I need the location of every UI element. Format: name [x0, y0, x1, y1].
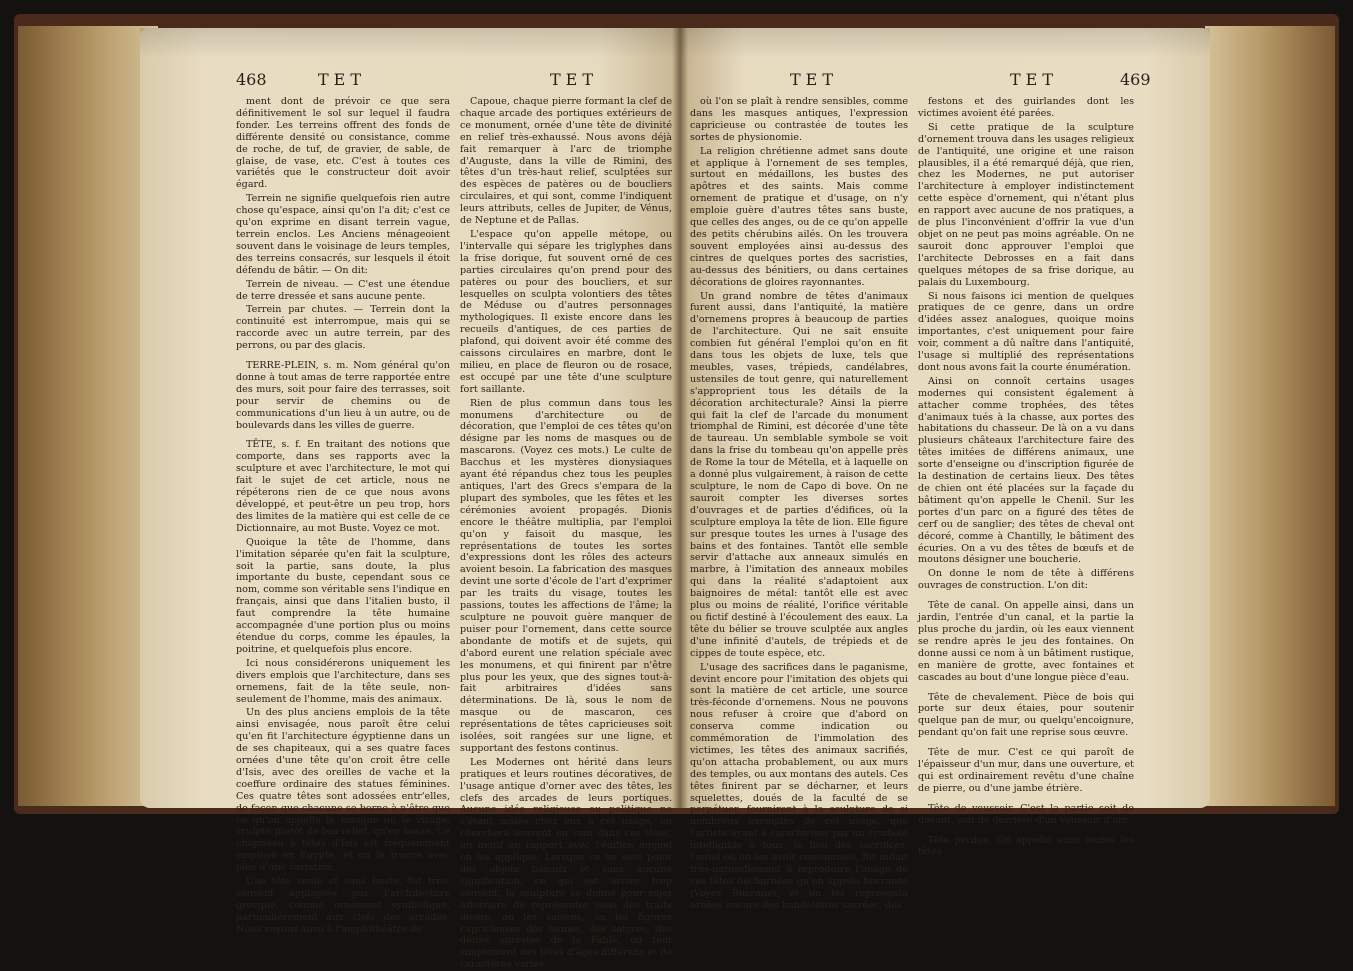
paragraph: On donne le nom de tête à différens ouvrages de construction. L'on dit: — [918, 568, 1134, 592]
paragraph: festons et des guirlandes dont les victimes avoient été parées. — [918, 96, 1134, 119]
paragraph: Si cette pratique de la sculpture d'ornement trouva dans les usages religieux de l'antiquité, une origine et une raison plausibles, il a été remarqué déjà, que rien, chez les Modernes, ne put autoriser l'architecture à employer indistinctement cette espèce d'ornement, qui n'étant plus en rapport avec aucune de nos pratiques, a de plus l'inconvénient d'offrir la vue d'un objet on ne peut pas moins agréable. On ne sauroit donc approuver l'emploi que l'architecte Debrosses en a fait dans quelques métopes de sa frise dorique, au palais du Luxembourg. — [918, 121, 1134, 288]
right-page — [680, 28, 1210, 911]
paragraph: Tête de chevalement. Pièce de bois qui porte sur deux étaies, pour soutenir quelque pan de mur, ou quelqu'encoignure, pendant qu'on fait une reprise sous œuvre. — [918, 691, 1134, 739]
paragraph: Ici nous considérerons uniquement les divers emplois que l'architecture, dans ses ornemens, fait de la tête seule, non-seulement de l'homme, mais des animaux. — [236, 657, 450, 705]
right-column-1 — [690, 96, 908, 911]
running-header-right-2: TET — [1010, 70, 1059, 89]
paragraph: Terrein ne signifie quelquefois rien autre chose qu'espace, ainsi qu'on l'a dit; c'est ce qu'on exprime en disant terrein vague, terrein enclos. Les Anciens ménageoient souvent dans le voisinage de leurs temples, des terreins consacrés, sur lesquels il étoit défendu de bâtir. — On dit: — [236, 193, 450, 276]
paragraph: Rien de plus commun dans tous les monumens d'architecture ou de décoration, que l'emploi de ces têtes qu'on désigne par les noms de masques ou de mascarons. (Voyez ces mots.) Le culte de Bacchus et les mystères dionysiaques ayant été répandus chez tous les peuples antiques, l'art des Grecs s'empara de la plupart des symboles, que les fêtes et les cérémonies avoient propagés. Dionis encore le théâtre multiplia, par l'emploi qu'on y faisoit du masque, les représentations de toutes les sortes d'expressions dont les rôles des acteurs avoient besoin. La fabrication des masques devint une sorte d'école de l'art d'exprimer par les traits du visage, toutes les passions, toutes les affections de l'âme; la sculpture ne pouvoit guère manquer de puiser pour l'ornement, dans cette source abondante de motifs et de sujets, qui d'abord eurent une relation spéciale avec les monumens, et qui finirent par n'être plus pour les yeux, que des signes tout-à-fait arbitraires d'idées sans déterminations. De là, sous le nom de masque ou de mascaron, ces représentations de têtes capricieuses soit isolées, soit rangées sur une ligne, et supportant des festons continus. — [460, 397, 672, 754]
paragraph: Quoique la tête de l'homme, dans l'imitation séparée qu'en fait la sculpture, soit la partie, sans doute, la plus importante du buste, cependant sous ce nom, comme son véritable sens l'indique en français, ainsi que dans l'italien busto, il faut comprendre la tête humaine accompagnée d'une portion plus ou moins étendue du corps, comme les épaules, la poitrine, et quelquefois plus encore. — [236, 536, 450, 655]
left-page-edges — [18, 26, 158, 806]
page-number-left: 468 — [236, 70, 267, 89]
paragraph: Capoue, chaque pierre formant la clef de chaque arcade des portiques extérieurs de ce monument, ornée d'une tête de divinité en relief très-exhaussé. Nous avons déjà fait remarquer à l'arc de triomphe d'Auguste, dans la ville de Rimini, des têtes d'un très-haut relief, sculptées sur des espèces de patères ou de boucliers circulaires, et qui sont, comme l'indiquent leurs attributs, celles de Jupiter, de Vénus, de Neptune et de Pallas. — [460, 96, 672, 227]
right-column-2 — [918, 96, 1134, 858]
paragraph: Un grand nombre de têtes d'animaux furent aussi, dans l'antiquité, la matière d'ornemens propres à beaucoup de parties de l'architecture. Qui ne sait ensuite combien fut général l'emploi qu'on en fit dans tous les objets de luxe, tels que meubles, vases, trépieds, candélabres, ustensiles de tout genre, qui naturellement s'approprient tous les détails de la décoration architecturale? Ainsi la pierre qui fait la clef de l'arcade du monument triomphal de Rimini, est décorée d'une tête de taureau. Un semblable symbole se voit dans la frise du tombeau qu'on appelle près de Rome la tour de Métella, et à laquelle on a donné plus vulgairement, à raison de cette sculpture, le nom de Capo di bove. On ne sauroit compter les diverses sortes d'ouvrages et de parties d'édifices, où la sculpture employa la tête de lion. Elle figure sur presque toutes les urnes à l'usage des bains et des fontaines. Tantôt elle semble servir d'attache aux anneaux simulés en marbre, à l'imitation des anneaux mobiles qui dans la réalité s'adaptoient aux baignoires de métal: tantôt elle est avec plus ou moins de réalité, l'orifice véritable ou fictif destiné à l'écoulement des eaux. La tête du bélier se trouve sculptée aux angles d'une infinité d'autels, de trépieds et de cippes de toute espèce, etc. — [690, 290, 908, 659]
paragraph: L'espace qu'on appelle métope, ou l'intervalle qui sépare les triglyphes dans la frise dorique, fut souvent orné de ces parties circulaires qu'on prend pour des patères ou pour des boucliers, et sur lesquelles on sculpta volontiers des têtes de Méduse ou d'autres personnages mythologiques. Il existe encore dans les recueils d'antiques, de ces parties de plafond, qui doivent avoir été comme des caissons circulaires en marbre, dont le milieu, en place de fleuron ou de rosace, est occupé par une tête d'une sculpture fort saillante. — [460, 228, 672, 395]
paragraph: Terrein par chutes. — Terrein dont la continuité est interrompue, mais qui se raccorde avec un autre terrein, par des perrons, ou par des glacis. — [236, 304, 450, 352]
paragraph: Tête de mur. C'est ce qui paroît de l'épaisseur d'un mur, dans une ouverture, et qui est ordinairement revêtu d'une chaîne de pierre, ou d'une jambe étrière. — [918, 747, 1134, 794]
running-header-left-2: TET — [550, 70, 599, 89]
paragraph: L'usage des sacrifices dans le paganisme, devint encore pour l'imitation des objets qui sont la matière de cet article, une source très-féconde d'ornemens. Nous ne pouvons nous refuser à croire que d'abord on conserva comme indication ou commémoration de l'immolation des victimes, les têtes des animaux sacrifiés, qu'on attacha probablement, ou aux murs des temples, ou aux montans des autels. Ces têtes finirent par se décharner, et leurs squelettes, doués de la faculté de se perpétuer, fournirent à la sculpture de si nombreux exemples de cet usage, que l'artiste ayant à caractériser par un symbole intelligible à tous, le lieu des sacrifices, l'autel où on les avoit consommés, fut induit très-naturellement à reproduire l'image de ces têtes décharnées qu'on appela bucranes (Voyez Bucrane), et on les représenta ornées encore des bandelettes sacrées, des — [690, 661, 908, 911]
paragraph: Un des plus anciens emplois de la tête ainsi envisagée, nous paroît être celui qu'en fit l'architecture égyptienne dans un de ses chapiteaux, qui a ses quatre faces ornées d'une tête qu'on croit être celle d'Isis, avec des oreilles de vache et la coeffure ordinaire des statues féminines. Ces quatre têtes sont adossées entr'elles, de façon que chacune se borne à n'être que ce qu'on appelle le masque ou le visage, sculpté plutôt de bas-relief, qu'en bosse. Ce chapiteau à têtes d'Isis est fréquemment employé en Egypte, et on le trouve avec plus d'une variation. — [236, 707, 450, 874]
left-page — [140, 28, 680, 971]
paragraph: TÊTE, s. f. En traitant des notions que comporte, dans ses rapports avec la sculpture et avec l'architecture, le mot qui fait le sujet de cet article, nous ne répéterons rien de ce que nous avons développé, et peut-être un peu trop, hors des limites de la matière qui est celle de ce Dictionnaire, au mot Buste. Voyez ce mot. — [236, 439, 450, 534]
paragraph: La religion chrétienne admet sans doute et applique à l'ornement de ses temples, surtout en médaillons, les bustes des apôtres et des saints. Mais comme ornement de pratique et d'usage, on n'y emploie guère d'autres têtes sans buste, que celles des anges, ou de ce qu'on appelle des petits chérubins ailés. On les trouvera souvent employées ainsi au-dessus des cintres de quelques portes des sacristies, au-dessus des bénitiers, ou dans certaines décorations de gloires rayonnantes. — [690, 145, 908, 288]
page-number-right: 469 — [1120, 70, 1151, 89]
paragraph: Si nous faisons ici mention de quelques pratiques de ce genre, dans un ordre d'idées assez analogues, quoique moins importantes, c'est uniquement pour faire voir, comment a dû naître dans l'antiquité, l'usage si multiplié des représentations dont nous avons fait la courte énumération. — [918, 290, 1134, 373]
running-header-left-1: TET — [318, 70, 367, 89]
left-column-2 — [460, 96, 672, 971]
left-column-1 — [236, 96, 450, 935]
paragraph: Une tête seule et sans buste, fut très-souvent appliquée par l'architecture grecque, comme ornement symbolique, particulièrement aux clefs des arcades. Nous voyons ainsi à l'amphithéâtre de — [236, 876, 450, 935]
paragraph: Les Modernes ont hérité dans leurs pratiques et leurs routines décoratives, de l'usage antique d'orner avec des têtes, les clefs des arcades de leurs portiques. Aucune idée religieuse ou politique ne s'étant mêlée chez eux à cet usage, on cherchera souvent en vain dans ces têtes, un motif en rapport avec l'édifice auquel on les applique. Lorsque ce ne sont point des objets banaux et sans aucune signification, ce qui est arrivé trop souvent, la sculpture se donne pour sujet arbitraire de représenter sous des traits divers, ou les saisons, ou les figures capricieuses des faunes, des satyres, des déités agrestes de la Fable, ou tout simplement des têtes d'âges différens et de caractères variés. — [460, 756, 672, 971]
running-header-right-1: TET — [790, 70, 839, 89]
paragraph: Terrein de niveau. — C'est une étendue de terre dressée et sans aucune pente. — [236, 278, 450, 302]
book-gutter — [672, 28, 688, 808]
paragraph: ment dont de prévoir ce que sera définitivement le sol sur lequel il faudra fonder. Les terreins offrent des fonds de différente densité ou consistance, comme de roche, de tuf, de gravier, de sable, de glaise, de vase, etc. C'est à toutes ces variétés que le constructeur doit avoir égard. — [236, 96, 450, 191]
paragraph: TERRE-PLEIN, s. m. Nom général qu'on donne à tout amas de terre rapportée entre des murs, soit pour faire des terrasses, soit pour servir de chemins ou de communications d'un lieu à un autre, ou de boulevards dans les villes de guerre. — [236, 360, 450, 431]
paragraph: Tête perdue. On appelle ainsi toutes les têtes — [918, 834, 1134, 858]
right-page-edges — [1205, 26, 1335, 806]
paragraph: Tête de canal. On appelle ainsi, dans un jardin, l'entrée d'un canal, et la partie la plus proche du jardin, où les eaux viennent se rendre après le jeu des fontaines. On donne aussi ce nom à un bâtiment rustique, en manière de grotte, avec fontaines et cascades au bout d'une longue pièce d'eau. — [918, 600, 1134, 683]
paragraph: Tête de voussoir. C'est la partie soit de devant, soit de derrière d'un voussoir d'arc. — [918, 802, 1134, 826]
paragraph: Ainsi on connoît certains usages modernes qui consistent également à attacher comme trophées, des têtes d'animaux tués à la chasse, aux portes des habitations du chasseur. De là on a vu dans plusieurs châteaux l'architecture faire des têtes imitées de différens animaux, une sorte d'enseigne ou d'inscription figurée de la destination de certains lieux. Des têtes de chien ont été placées sur la façade du bâtiment qu'on appelle le Chenil. Sur les portes d'un parc on a figuré des têtes de cerf ou de sanglier; des têtes de cheval ont décoré, comme à Chantilly, le bâtiment des écuries. On a vu des têtes de bœufs et de moutons désigner une boucherie. — [918, 375, 1134, 566]
paragraph: où l'on se plaît à rendre sensibles, comme dans les masques antiques, l'expression capricieuse ou contrastée de toutes les sortes de physionomie. — [690, 96, 908, 143]
